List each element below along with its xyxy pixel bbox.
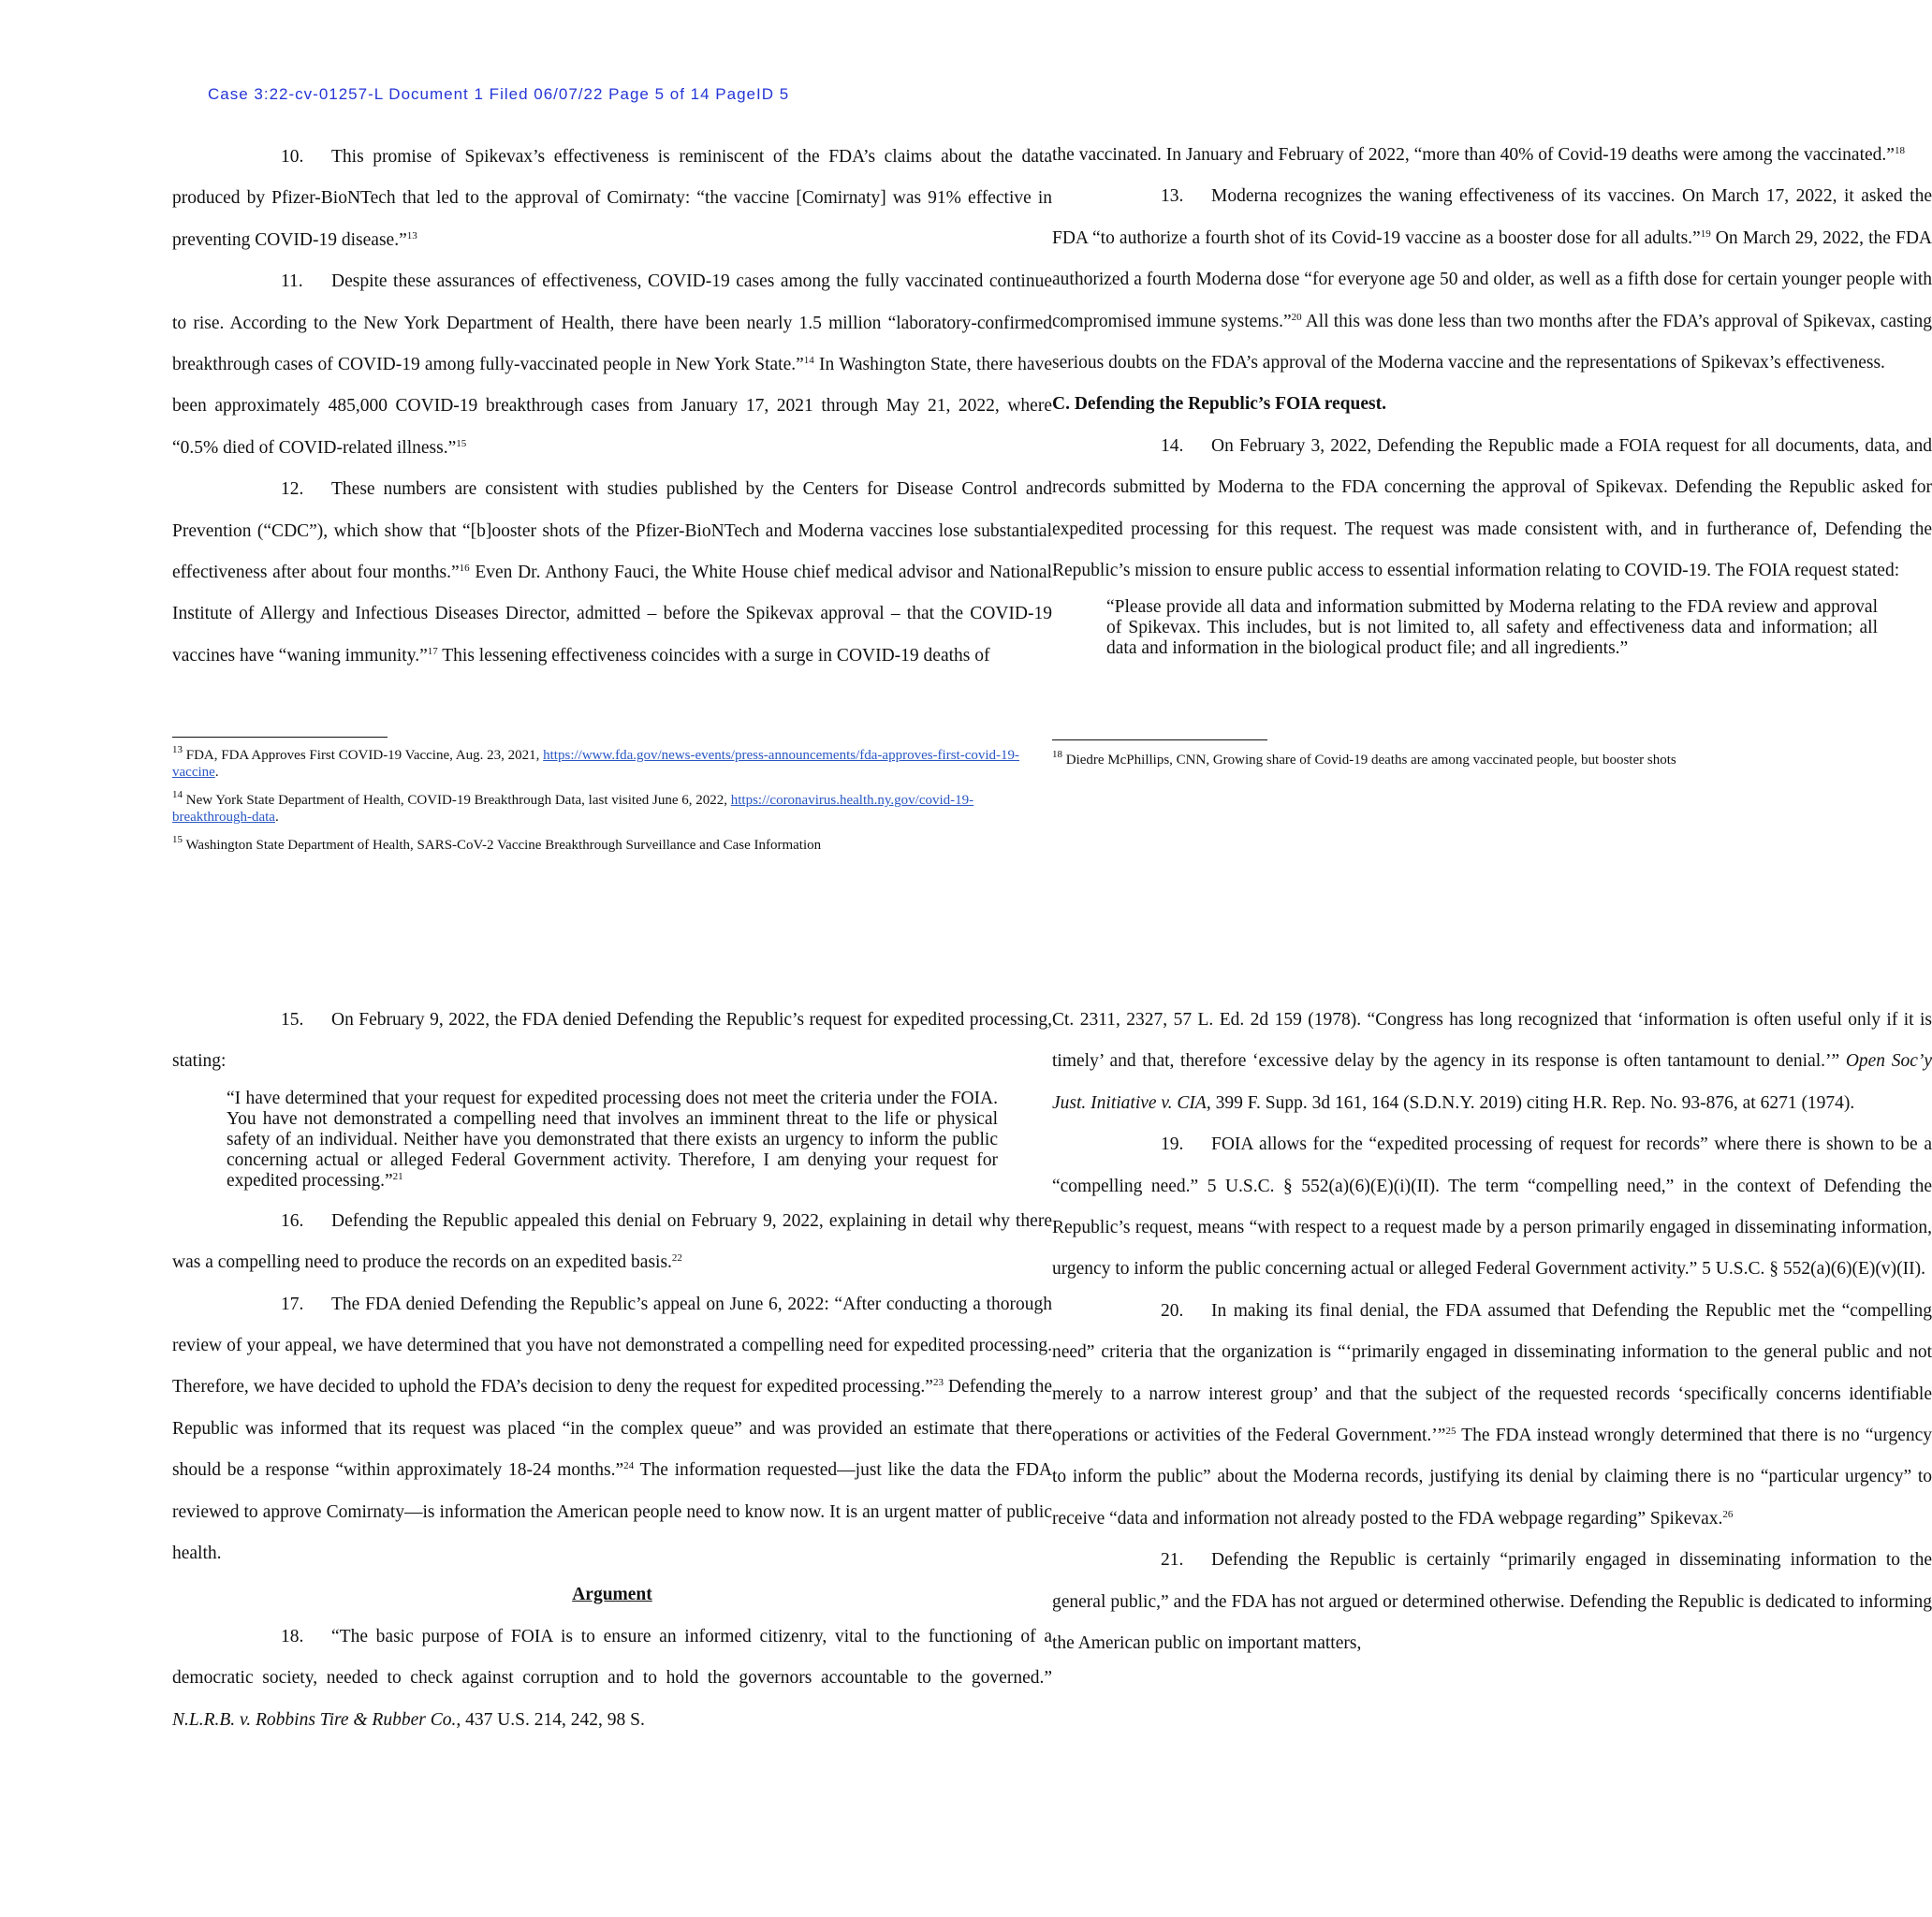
paragraph-17: 17. The FDA denied Defending the Republic’s appeal on June 6, 2022: “After conducting a thorough review of your appeal, we have determined that you have not demonstrated a compelling need for expedited processing. Therefore, we have decided to uphold the FDA’s decision to deny the request for expedited processing.”$^{23}$ Defending the Republic was informed that its request was placed “in the complex queue” and was provided an estimate that there should be a response “within approximately 18-24 months.”$^{24}$ The information requested—just like the data the FDA reviewed to approve Comirnaty—is information the American people need to know now. It is an urgent matter of public health. bbox=[172, 1294, 1052, 1564]
argument-heading: Argument bbox=[572, 1585, 652, 1605]
paragraph-18: 18. “The basic purpose of FOIA is to ensure an informed citizenry, vital to the functioning of a democratic society, needed to check against corruption and to hold the governors accountable to the governed.” N.L.R.B. v. Robbins Tire & Rubber Co., 437 U.S. 214, 242, 98 S. bbox=[172, 1626, 1052, 1730]
page-top-left bbox=[172, 82, 1052, 962]
footnote-ref[interactable]: 19 bbox=[1700, 227, 1711, 240]
footnote-ref[interactable]: 18 bbox=[1894, 145, 1905, 156]
paragraph-10: 10. This promise of Spikevax’s effectiveness is reminiscent of the FDA’s claims about the data produced by Pfizer-BioNTech that led to the approval of Comirnaty: “the vaccine [Comirnaty] was 91% effective in preventing COVID-19 disease.”$^{13}$ bbox=[172, 147, 1052, 250]
footnote-ref[interactable]: 23 bbox=[932, 1377, 944, 1389]
paragraph-continuation: Ct. 2311, 2327, 57 L. Ed. 2d 159 (1978). “Congress has long recognized that ‘information is often useful only if it is timely’ and that, therefore ‘excessive delay by the agency in its response is often tantamount to denial.’” Open Soc’y Just. Initiative v. CIA, 399 F. Supp. 3d 161, 164 (S.D.N.Y. 2019) citing H.R. Rep. No. 93-876, at 6271 (1974). bbox=[1052, 1010, 1932, 1113]
footnote-15: $^{15}$ Washington State Department of Health, SARS-CoV-2 Vaccine Breakthrough Surveillance and Case Information bbox=[172, 834, 822, 854]
paragraph-14: 14. On February 3, 2022, Defending the Republic made a FOIA request for all documents, data, and records submitted by Moderna to the FDA concerning the approval of Spikevax. Defending the Republic asked for expedited processing for this request. The request was made consistent with, and in furtherance of, Defending the Republic’s mission to ensure public access to essential information relating to COVID-19. The FOIA request stated: bbox=[1052, 435, 1932, 581]
paragraph-16: 16. Defending the Republic appealed this denial on February 9, 2022, explaining in detail why there was a compelling need to produce the records on an expedited basis.$^{22}$ bbox=[172, 1210, 1052, 1273]
block-quote: “I have determined that your request for expedited processing does not meet the criteria under the FOIA. You have not demonstrated a compelling need that involves an imminent threat to the life or physical safety of an individual. Neither have you demonstrated that there exists an urgency to inform the public concerning actual or alleged Federal Government activity. Therefore, I am denying your request for expedited processing.”$^{21}$ bbox=[227, 1088, 998, 1191]
footnote-ref[interactable]: 16 bbox=[459, 563, 470, 575]
footnote-ref[interactable]: 24 bbox=[623, 1460, 635, 1472]
paragraph-15: 15. On February 9, 2022, the FDA denied Defending the Republic’s request for expedited processing, stating: bbox=[172, 1010, 1052, 1072]
paragraph-21: 21. Defending the Republic is certainly “primarily engaged in disseminating information to the general public,” and the FDA has not argued or determined otherwise. Defending the Republic is dedicated to informing the American public on important matters, bbox=[1052, 1550, 1932, 1654]
footnote-ref[interactable]: 15 bbox=[456, 437, 467, 449]
footnote-13: $^{13}$ FDA, FDA Approves First COVID-19 Vaccine, Aug. 23, 2021, https://www.fda.gov/news-events/press-announcements/fda-approves-first-covid-19-vaccine. bbox=[172, 744, 1020, 781]
paragraph-13: 13. Moderna recognizes the waning effectiveness of its vaccines. On March 17, 2022, it asked the FDA “to authorize a fourth shot of its Covid-19 vaccine as a booster dose for all adults.”$^{19}$ On March 29, 2022, the FDA authorized a fourth Moderna dose “for everyone age 50 and older, as well as a fifth dose for certain younger people with compromised immune systems.”$^{20}$ All this was done less than two months after the FDA’s approval of Spikevax, casting serious doubts on the FDA’s approval of the Moderna vaccine and the representations of Spikevax’s effectiveness. bbox=[1052, 186, 1932, 373]
footnote-ref[interactable]: 14 bbox=[803, 355, 814, 367]
page-top-right bbox=[1052, 135, 1932, 958]
section-heading: C. Defending the Republic’s FOIA request. bbox=[1052, 394, 1386, 415]
footnote-14: $^{14}$ New York State Department of Health, COVID-19 Breakthrough Data, last visited June 6, 2022, https://coronavirus.health.ny.gov/covid-19-breakthrough-data. bbox=[172, 789, 974, 826]
paragraph-12: 12. These numbers are consistent with studies published by the Centers for Disease Control and Prevention (“CDC”), which show that “[b]ooster shots of the Pfizer-BioNTech and Moderna vaccines lose substantial effectiveness after about four months.”$^{16}$ Even Dr. Anthony Fauci, the White House chief medical advisor and National Institute of Allergy and Infectious Diseases Director, admitted – before the Spikevax approval – that the COVID-19 vaccines have “waning immunity.”$^{17}$ This lessening effectiveness coincides with a surge in COVID-19 deaths of bbox=[172, 479, 1052, 666]
paragraph-continuation: the vaccinated. In January and February of 2022, “more than 40% of Covid-19 deaths were among the vaccinated.”$^{18}$ bbox=[1052, 145, 1905, 165]
footnote-ref[interactable]: 13 bbox=[406, 229, 417, 241]
footnote-18: $^{18}$ Diedre McPhillips, CNN, Growing share of Covid-19 deaths are among vaccinated people, but booster shots bbox=[1052, 749, 1676, 768]
paragraph-20: 20. In making its final denial, the FDA assumed that Defending the Republic met the “compelling need” criteria that the organization is “‘primarily engaged in disseminating information to the general public and not merely to a narrow interest group’ and that the subject of the requested records ‘specifically concerns identifiable operations or activities of the Federal Government.’”$^{25}$ The FDA instead wrongly determined that there is no “urgency to inform the public” about the Moderna records, justifying its denial by claiming there is no “particular urgency” to receive “data and information not already posted to the FDA webpage regarding” Spikevax.$^{26}$ bbox=[1052, 1300, 1932, 1529]
paragraph-19: 19. FOIA allows for the “expedited processing of request for records” where there is shown to be a “compelling need.” 5 U.S.C. § 552(a)(6)(E)(i)(II). The term “compelling need,” in the context of Defending the Republic’s request, means “with respect to a request made by a person primarily engaged in disseminating information, urgency to inform the public concerning actual or alleged Federal Government activity.” 5 U.S.C. § 552(a)(6)(E)(v)(II). bbox=[1052, 1134, 1932, 1280]
footnote-ref[interactable]: 17 bbox=[427, 645, 438, 657]
footnote-ref[interactable]: 22 bbox=[671, 1252, 682, 1265]
footnote-ref[interactable]: 25 bbox=[1445, 1426, 1456, 1438]
page-bottom-right bbox=[1052, 1000, 1932, 1823]
footnote-ref[interactable]: 21 bbox=[392, 1170, 403, 1182]
block-quote: “Please provide all data and information submitted by Moderna relating to the FDA review and approval of Spikevax. This includes, but is not limited to, all safety and effectiveness data and information; all data and information in the biological product file; and all ingredients.” bbox=[1106, 597, 1878, 659]
footnote-link[interactable]: https://coronavirus.health.ny.gov/covid-19-breakthrough-data bbox=[172, 793, 974, 826]
footnote-link[interactable]: https://www.fda.gov/news-events/press-announcements/fda-approves-first-covid-19-vaccine bbox=[172, 748, 1020, 781]
case-header: Case 3:22-cv-01257-L Document 1 Filed 06/07/22 Page 5 of 14 PageID 5 bbox=[208, 85, 790, 103]
page-bottom-left bbox=[172, 1000, 1052, 1805]
footnote-ref[interactable]: 20 bbox=[1291, 311, 1302, 323]
paragraph-11: 11. Despite these assurances of effectiveness, COVID-19 cases among the fully vaccinated continue to rise. According to the New York Department of Health, there have been nearly 1.5 million “laboratory-confirmed breakthrough cases of COVID-19 among fully-vaccinated people in New York State.”$^{14}$ In Washington State, there have been approximately 485,000 COVID-19 breakthrough cases from January 17, 2021 through May 21, 2022, where “0.5% died of COVID-related illness.”$^{15}$ bbox=[172, 271, 1052, 458]
footnote-ref[interactable]: 26 bbox=[1722, 1508, 1734, 1520]
